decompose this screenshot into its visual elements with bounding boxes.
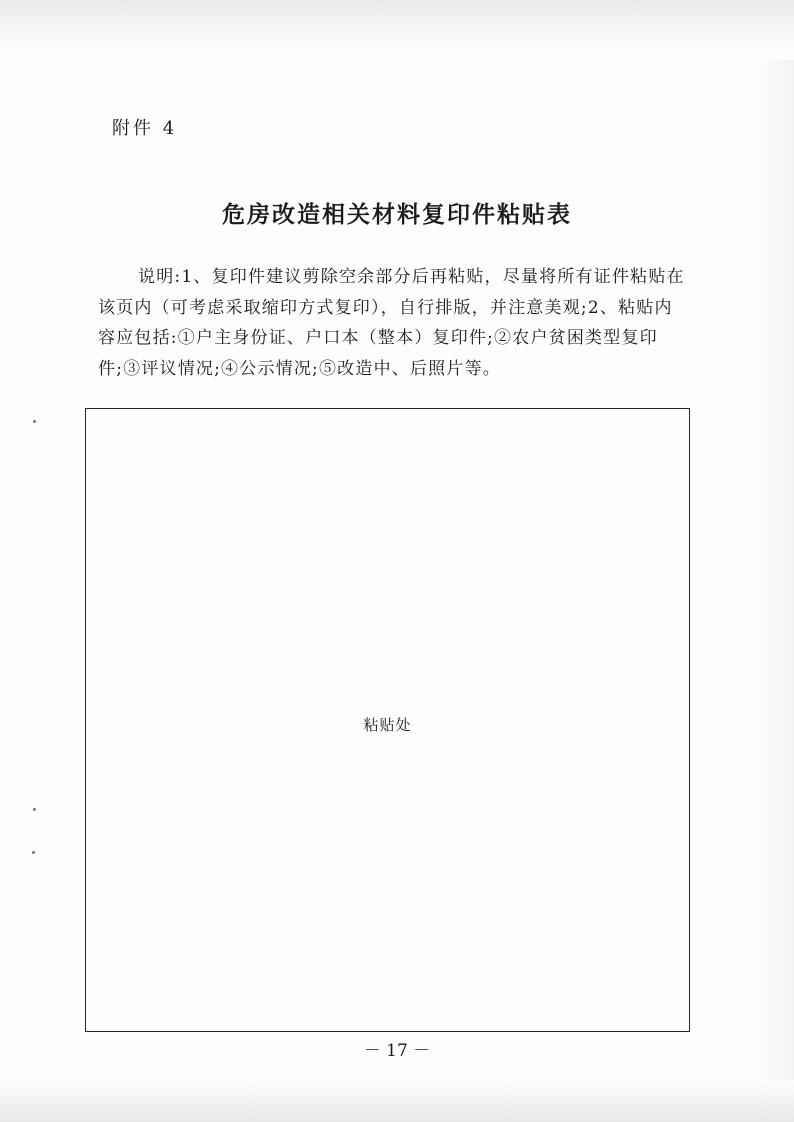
scan-speck — [32, 851, 35, 854]
instruction-line: 件;③评议情况;④公示情况;⑤改造中、后照片等。 — [98, 358, 501, 379]
instruction-line: 说明:1、复印件建议剪除空余部分后再粘贴，尽量将所有证件粘贴在 — [138, 267, 685, 287]
scan-shadow-bottom — [0, 1080, 794, 1122]
scan-shadow-top — [0, 0, 794, 60]
instruction-line: 容应包括:①户主身份证、户口本（整本）复印件;②农户贫困类型复印 — [98, 328, 658, 348]
document-title: 危房改造相关材料复印件粘贴表 — [222, 202, 572, 228]
scan-speck — [33, 808, 36, 811]
scan-speck — [33, 420, 36, 423]
instruction-line: 该页内（可考虑采取缩印方式复印），自行排版，并注意美观;2、粘贴内 — [98, 297, 673, 318]
instruction-note — [98, 262, 698, 384]
attachment-label: 附件 4 — [112, 118, 178, 139]
page-number: － 17 － — [363, 1041, 431, 1061]
paste-area-label: 粘贴处 — [363, 716, 412, 734]
paste-area-box — [85, 408, 690, 1032]
